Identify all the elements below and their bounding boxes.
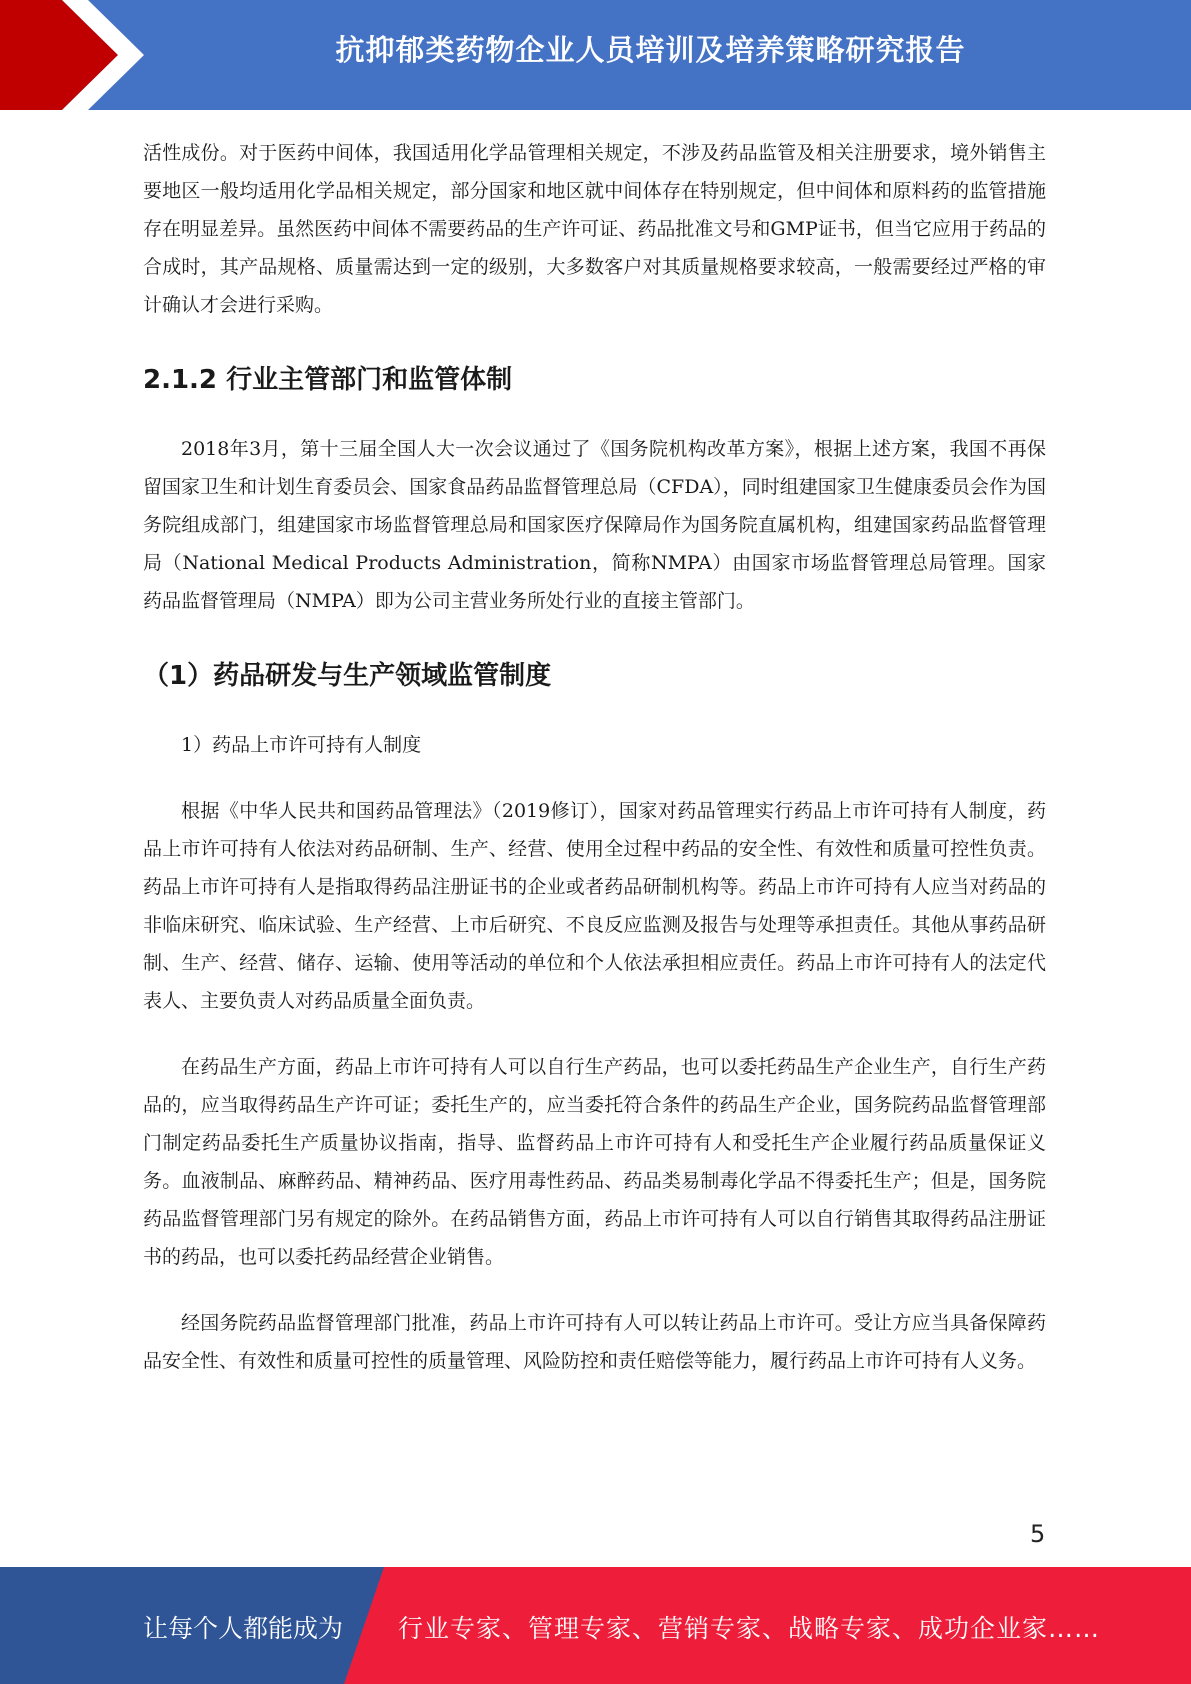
paragraph: 2018年3月，第十三届全国人大一次会议通过了《国务院机构改革方案》，根据上述方案，我国不再保留国家卫生和计划生育委员会、国家食品药品监督管理总局（CFDA），同时组建国家卫生健康委员会作为国务院组成部门，组建国家市场监督管理总局和国家医疗保障局作为国务院直属机构，组建国家药品监督管理局（National Medical Products Administration，简称NMPA）由国家市场监督管理总局管理。国家药品监督管理局（NMPA）即为公司主营业务所处行业的直接主管部门。: [143, 438, 1046, 612]
footer-slogan-right: 行业专家、管理专家、营销专家、战略专家、成功企业家……: [398, 1614, 1101, 1643]
paragraph: 活性成份。对于医药中间体，我国适用化学品管理相关规定，不涉及药品监管及相关注册要求，境外销售主要地区一般均适用化学品相关规定，部分国家和地区就中间体存在特别规定，但中间体和原料药的监管措施存在明显差异。虽然医药中间体不需要药品的生产许可证、药品批准文号和GMP证书，但当它应用于药品的合成时，其产品规格、质量需达到一定的级别，大多数客户对其质量规格要求较高，一般需要经过严格的审计确认才会进行采购。: [143, 142, 1046, 316]
paragraph: 根据《中华人民共和国药品管理法》（2019修订），国家对药品管理实行药品上市许可持有人制度，药品上市许可持有人依法对药品研制、生产、经营、使用全过程中药品的安全性、有效性和质量可控性负责。药品上市许可持有人是指取得药品注册证书的企业或者药品研制机构等。药品上市许可持有人应当对药品的非临床研究、临床试验、生产经营、上市后研究、不良反应监测及报告与处理等承担责任。其他从事药品研制、生产、经营、储存、运输、使用等活动的单位和个人依法承担相应责任。药品上市许可持有人的法定代表人、主要负责人对药品质量全面负责。: [143, 800, 1046, 1012]
document-title: 抗抑郁类药物企业人员培训及培养策略研究报告: [335, 33, 966, 67]
paragraph: 经国务院药品监督管理部门批准，药品上市许可持有人可以转让药品上市许可。受让方应当具备保障药品安全性、有效性和质量可控性的质量管理、风险防控和责任赔偿等能力，履行药品上市许可持有人义务。: [143, 1312, 1046, 1372]
subsection-heading: （1）药品研发与生产领域监管制度: [143, 661, 552, 691]
footer-banner: [0, 1567, 1191, 1684]
sub-item-heading: 1）药品上市许可持有人制度: [181, 734, 422, 756]
page-number: 5: [1030, 1520, 1046, 1548]
section-heading: 2.1.2 行业主管部门和监管体制: [143, 365, 513, 395]
header-banner: [0, 0, 1191, 110]
footer-slogan-left: 让每个人都能成为: [143, 1614, 344, 1643]
page-content: [143, 134, 1046, 1380]
paragraph: 在药品生产方面，药品上市许可持有人可以自行生产药品，也可以委托药品生产企业生产，自行生产药品的，应当取得药品生产许可证；委托生产的，应当委托符合条件的药品生产企业，国务院药品监督管理部门制定药品委托生产质量协议指南，指导、监督药品上市许可持有人和受托生产企业履行药品质量保证义务。血液制品、麻醉药品、精神药品、医疗用毒性药品、药品类易制毒化学品不得委托生产；但是，国务院药品监督管理部门另有规定的除外。在药品销售方面，药品上市许可持有人可以自行销售其取得药品注册证书的药品，也可以委托药品经营企业销售。: [143, 1056, 1046, 1268]
